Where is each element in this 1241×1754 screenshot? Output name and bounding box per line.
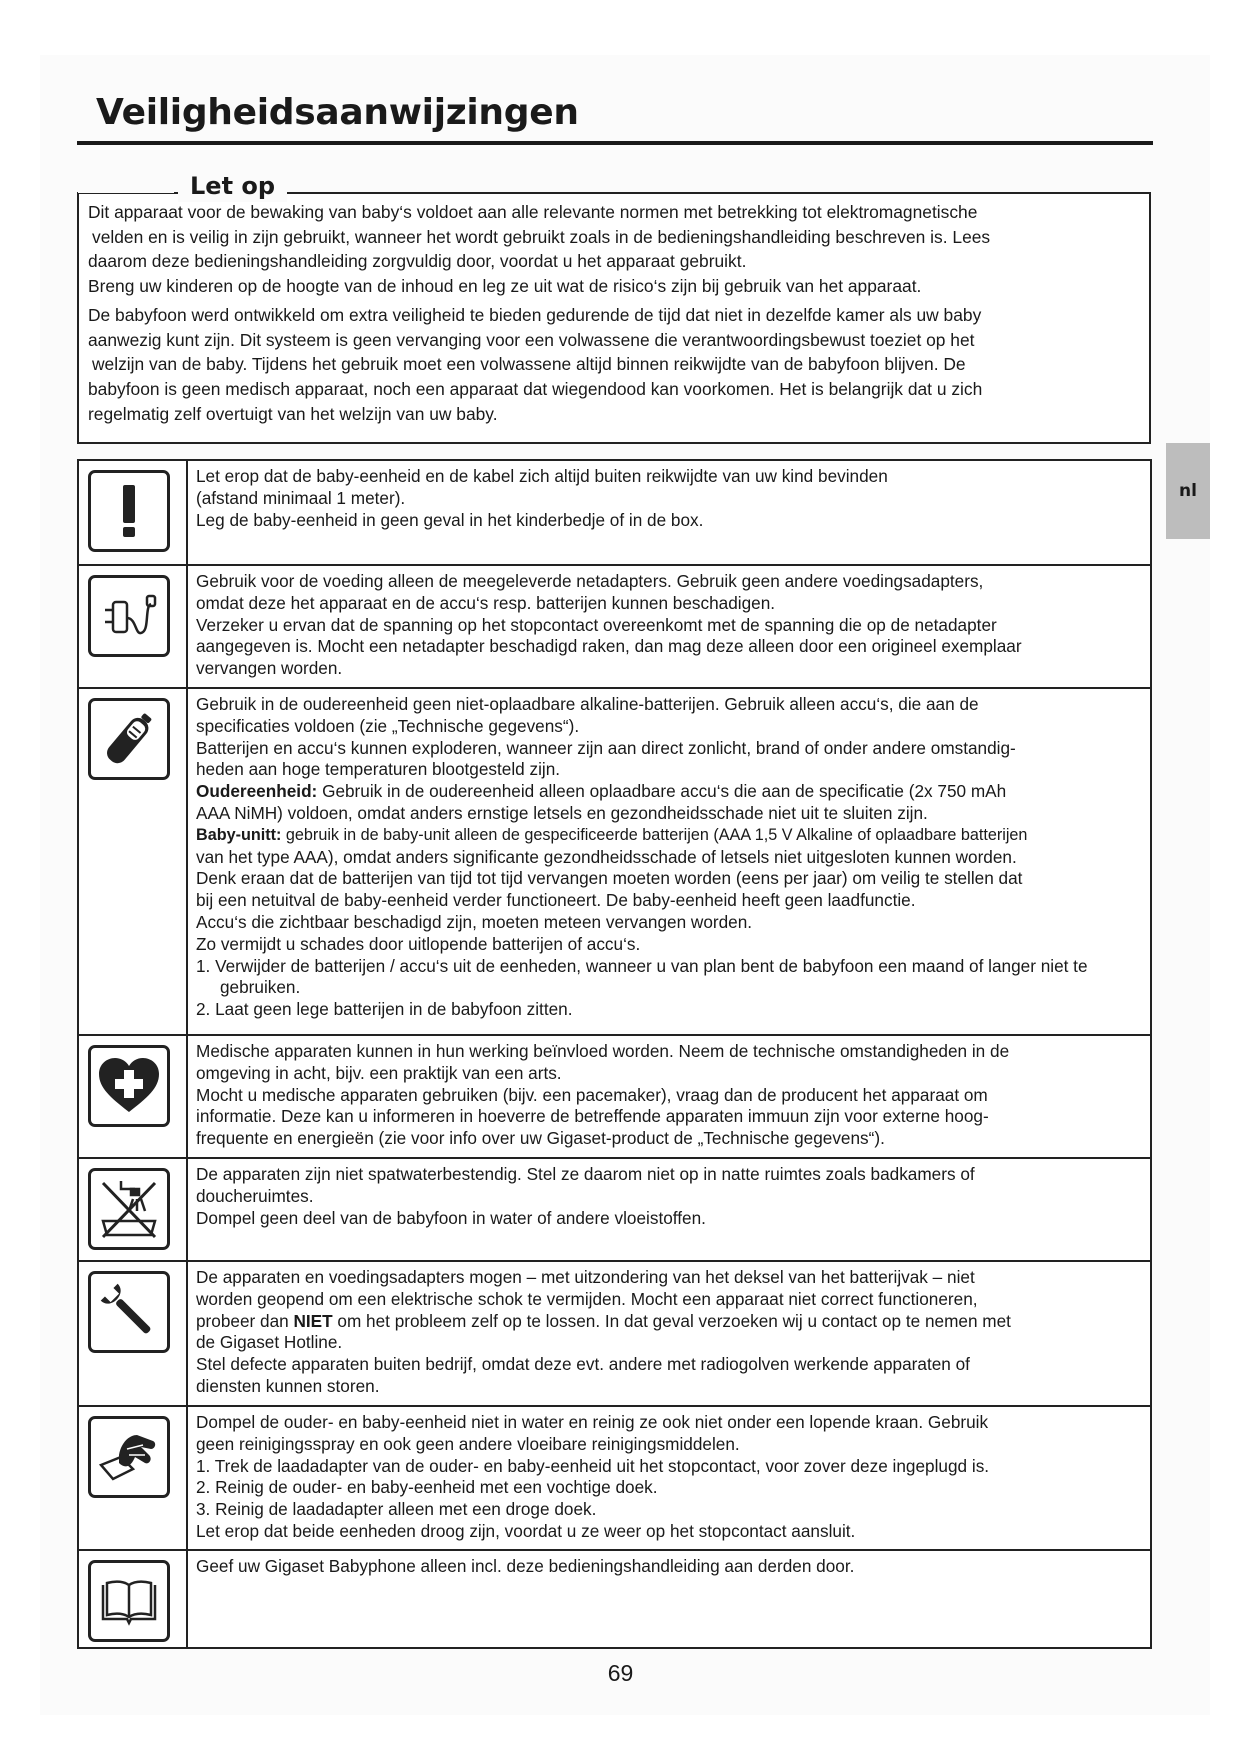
list-item: 2. Laat geen lege batterijen in de babyfoon zitten. [196,999,573,1020]
note-heading: Let op [178,170,287,202]
book-icon [88,1560,170,1642]
note-line: Breng uw kinderen op de hoogte van de inhoud en leg ze uit wat de risico‘s zijn bij gebruik van het apparaat. [88,276,922,297]
language-tab: nl [1166,443,1210,539]
row-line: Geef uw Gigaset Babyphone alleen incl. deze bedieningshandleiding aan derden door. [196,1556,855,1576]
table-row [79,1034,1150,1159]
row-line: omdat deze het apparaat en de accu‘s resp. batterijen kunnen beschadigen. [196,592,776,613]
row-line: diensten kunnen storen. [196,1375,380,1396]
row-line: (afstand minimaal 1 meter). [196,487,406,508]
page-number: 69 [607,1660,634,1686]
row-line: Mocht u medische apparaten gebruiken (bijv. een pacemaker), vraag dan de producent het apparaat om [196,1084,988,1105]
row-text [196,694,1140,1021]
row-line: De apparaten en voedingsadapters mogen – met uitzondering van het deksel van het batterijvak – niet [196,1267,975,1287]
row-line: heden aan hoge temperaturen blootgesteld zijn. [196,759,561,780]
note-text [88,200,1137,426]
row-line: specificaties voldoen (zie „Technische gegevens“). [196,715,580,736]
row-line: Gebruik in de oudereenheid geen niet-oplaadbare alkaline-batterijen. Gebruik alleen accu‘s, die aan de [196,694,979,714]
icon-cell [79,689,188,1036]
no-shower-icon [88,1168,170,1250]
battery-icon [88,698,170,780]
row-line-part: probeer dan [196,1310,294,1331]
row-line: Zo vermijdt u schades door uitlopende batterijen of accu‘s. [196,933,641,954]
icon-cell [79,1262,188,1407]
table-row [79,1260,1150,1407]
row-line: Let erop dat beide eenheden droog zijn, voordat u ze weer op het stopcontact aansluit. [196,1520,856,1541]
row-line: aangegeven is. Mocht een netadapter beschadigd raken, dan mag deze alleen door een origineel exemplaar [196,636,1022,657]
row-line [196,781,1140,803]
row-line: van het type AAA), omdat anders significante gezondheidsschade of letsels niet uitgesloten kunnen worden. [196,846,1017,867]
power-adapter-icon [88,575,170,657]
row-line: omgeving in acht, bijv. een praktijk van een arts. [196,1062,562,1083]
row-line: frequente en energieën (zie voor info over uw Gigaset-product de „Technische gegevens“). [196,1128,885,1149]
row-text [196,571,1140,680]
note-box [77,192,1151,444]
note-line: Dit apparaat voor de bewaking van baby‘s voldoet aan alle relevante normen met betrekking tot elektromagnetische [88,202,978,222]
row-line: geen reinigingsspray en ook geen andere vloeibare reinigingsmiddelen. [196,1433,740,1454]
row-line-part: Gebruik in de oudereenheid alleen oplaadbare accu‘s die aan de specificatie (2x 750 mAh [317,781,1007,802]
row-line: vervangen worden. [196,658,343,679]
table-row [79,1405,1150,1551]
row-line [196,1311,1140,1333]
note-line: welzijn van de baby. Tijdens het gebruik moet een volwassene altijd binnen reikwijdte van de babyfoon blijven. De [92,354,966,375]
note-line: velden en is veilig in zijn gebruikt, wanneer het wordt gebruikt zoals in de bedieningshandleiding beschreven is. Lees [92,226,991,247]
table-row [79,564,1150,689]
icon-cell [79,566,188,689]
icon-cell [79,1407,188,1551]
parent-unit-label: Oudereenheid: [196,781,318,802]
safety-table [77,459,1152,1649]
list-item: 1. Verwijder de batterijen / accu‘s uit de eenheden, wanneer u van plan bent de babyfoon een maand of langer niet te gebruiken. [196,955,1088,998]
note-line: babyfoon is geen medisch apparaat, noch een apparaat dat wiegendood kan voorkomen. Het is belangrijk dat u zich [88,378,983,399]
row-line: doucheruimtes. [196,1185,314,1206]
row-line: De apparaten zijn niet spatwaterbestendig. Stel ze daarom niet op in natte ruimtes zoals badkamers of [196,1164,975,1184]
table-row [79,1157,1150,1262]
row-text [196,1556,1140,1578]
row-line: informatie. Deze kan u informeren in hoeverre de betreffende apparaten immuun zijn voor externe hoog- [196,1106,989,1127]
row-line: Verzeker u ervan dat de spanning op het stopcontact overeenkomt met de spanning die op de netadapter [196,614,997,635]
table-row [79,1549,1150,1649]
exclamation-icon [88,470,170,552]
row-line: Accu‘s die zichtbaar beschadigd zijn, moeten meteen vervangen worden. [196,911,753,932]
icon-cell [79,1159,188,1262]
row-line: worden geopend om een elektrische schok te vermijden. Mocht een apparaat niet correct functioneren, [196,1288,978,1309]
note-line: aanwezig kunt zijn. Dit systeem is geen vervanging voor een volwassene die verantwoordingsbewust toeziet op het [88,329,975,350]
row-line: Leg de baby-eenheid in geen geval in het kinderbedje of in de box. [196,509,704,530]
row-line: Stel defecte apparaten buiten bedrijf, omdat deze evt. andere met radiogolven werkende apparaten of [196,1354,970,1375]
note-heading-gap [78,191,174,193]
emphasis-not: NIET [293,1310,333,1331]
row-line: Batterijen en accu‘s kunnen exploderen, wanneer zijn aan direct zonlicht, brand of onder andere omstandig- [196,737,1016,758]
table-row [79,687,1150,1036]
table-row [79,461,1150,564]
title-rule [77,141,1153,145]
row-line: Denk eraan dat de batterijen van tijd tot tijd vervangen moeten worden (eens per jaar) om veilig te stellen dat [196,868,1023,889]
row-line: Dompel geen deel van de babyfoon in water of andere vloeistoffen. [196,1207,706,1228]
row-line: bij een netuitval de baby-eenheid verder functioneert. De baby-eenheid heeft geen laadfunctie. [196,890,916,911]
row-line: 2. Reinig de ouder- en baby-eenheid met een vochtige doek. [196,1477,658,1498]
note-line: De babyfoon werd ontwikkeld om extra veiligheid te bieden gedurende de tijd dat niet in dezelfde kamer als uw baby [88,304,982,325]
baby-unit-label: Baby-unitt: [196,825,282,844]
row-line: Let erop dat de baby-eenheid en de kabel zich altijd buiten reikwijdte van uw kind bevinden [196,466,888,486]
note-line: daarom deze bedieningshandleiding zorgvuldig door, voordat u het apparaat gebruikt. [88,251,747,272]
row-line: 1. Trek de laadadapter van de ouder- en baby-eenheid uit het stopcontact, voor zover deze ingeplugd is. [196,1455,990,1476]
cleaning-cloth-icon [88,1416,170,1498]
row-text [196,1164,1140,1229]
row-text [196,1267,1140,1398]
icon-cell [79,461,188,564]
row-line: de Gigaset Hotline. [196,1332,343,1353]
row-line: AAA NiMH) voldoen, omdat anders ernstige letsels en gezondheidsschade niet uit te sluiten zijn. [196,802,928,823]
page-title: Veiligheidsaanwijzingen [96,92,579,133]
wrench-icon [88,1271,170,1353]
row-line [196,825,1140,847]
row-line-part: gebruik in de baby-unit alleen de gespecificeerde batterijen (AAA 1,5 V Alkaline of oplaadbare batterijen [281,825,1028,844]
row-line: Dompel de ouder- en baby-eenheid niet in water en reinig ze ook niet onder een lopende kraan. Gebruik [196,1412,989,1432]
icon-cell [79,1036,188,1159]
row-line: 3. Reinig de laadadapter alleen met een droge doek. [196,1499,597,1520]
row-text [196,1412,1140,1543]
row-text [196,466,1140,531]
icon-cell [79,1551,188,1649]
row-text [196,1041,1140,1150]
note-line: regelmatig zelf overtuigt van het welzijn van uw baby. [88,403,498,424]
medical-heart-icon [88,1045,170,1127]
row-line: Medische apparaten kunnen in hun werking beïnvloed worden. Neem de technische omstandigheden in de [196,1041,1010,1061]
row-line-part: om het probleem zelf op te lossen. In dat geval verzoeken wij u contact op te nemen met [332,1310,1011,1331]
row-line: Gebruik voor de voeding alleen de meegeleverde netadapters. Gebruik geen andere voedingsadapters, [196,571,984,591]
